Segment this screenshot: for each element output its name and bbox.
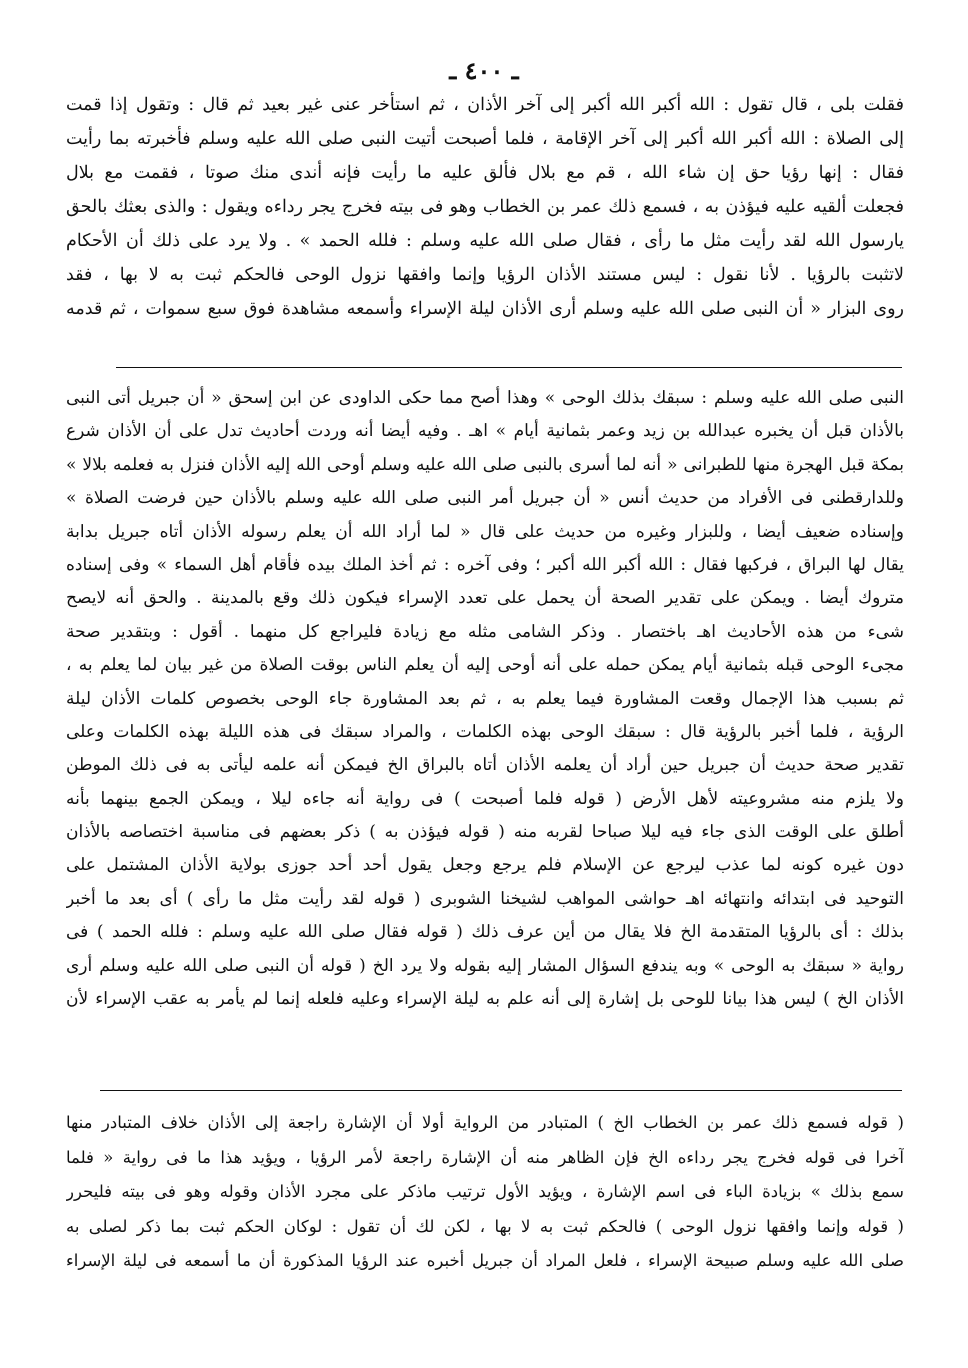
main-line: إلى الصلاة : الله أكبر الله أكبر إلى آخر الإقامة ، فلما أصبحت أتيت النبى صلى الله عليه وسلم فأخبرته بما رأيت (66, 129, 904, 149)
main-line: فقلت بلى ، قال تقول : الله أكبر الله أكبر إلى آخر الأذان ، ثم استأخر عنى غير بعيد ثم قال : وتقول إذا قمت (66, 95, 904, 115)
commentary-line: وإسناده ضعيف أيضا ، وللبزار وغيره من حديث على قال « لما أراد الله أن يعلم رسوله الأذان أتاه جبريل بدابة (66, 521, 904, 542)
main-line: فجعلت ألقيه عليه فيؤذن به ، فسمع ذلك عمر بن الخطاب وهو فى بيته فخرج يجر رداءه ويقول : والذى بعثك بالحق (66, 197, 904, 217)
footnote-line: ( قوله وإنما وافقها نزول الوحى ) فالحكم ثبت به لا بها ، لكن لك أن تقول : لوكان الحكم ثبت بما ذكر لصلى به (66, 1216, 904, 1236)
commentary-line: التوحيد فى ابتدائه وانتهائه اهـ حواشى المواهب لشيخنا الشوبرى ( قوله لقد رأيت مثل ما رأى ) أى بعد ما أخبر (66, 888, 904, 909)
main-line: يارسول الله لقد رأيت مثل ما رأى ، فقال صلى الله عليه وسلم : فلله الحمد » . ولا يرد على ذلك أن الأحكام (66, 231, 904, 251)
footnotes (66, 1106, 904, 1279)
main-line: لاتثبت بالرؤيا . لأنا نقول : ليس مستند الأذان الرؤيا وإنما وافقها نزول الوحى فالحكم ثبت به لا بها ، فقد (66, 265, 904, 285)
commentary-line: وللدارقطنى فى الأفراد من حديث أنس « أن جبريل أمر النبى صلى الله عليه وسلم بالأذان حين فرضت الصلاة » (66, 488, 904, 509)
commentary-line: يقال لها البراق ، فركبها فقال : الله أكبر الله أكبر ؛ وفى آخره : ثم أخذ الملك بيده فأقام أهل السماء » وفى إسناده (66, 554, 904, 575)
commentary-line: متروك أيضا . ويمكن على تقدير الصحة أن يحمل على تعدد الإسراء فيكون ذلك وقع بالمدينة . والحق أنه لايصح (66, 588, 904, 609)
section-divider (100, 1090, 902, 1091)
commentary-line: أطلق على الوقت الذى جاء فيه ليلا صباحا لقربه منه ( قوله فيؤذن به ) ذكر بعضهم فى مناسبة اختصاصه بالأذان (66, 822, 904, 843)
footnote-line: ( قوله فسمع ذلك عمر بن الخطاب الخ ) المتبادر من الرواية أولا أن الإشارة راجعة إلى الأذان خلاف المتبادر منها (66, 1113, 904, 1132)
main-text (66, 88, 904, 326)
commentary-line: الرؤية ، فلما أخبر بالرؤية قال : سبقك الوحى بهذه الكلمات ، والمراد سبقك فى هذه الليلة بهذه الكلمات وعلى (66, 721, 904, 742)
commentary-line: رواية « سبقك به الوحى » وبه يندفع السؤال المشار إليه بقوله ولا يرد الخ ( قوله أن النبى صلى الله عليه وسلم أرى (66, 955, 904, 976)
main-line: فقال : إنها رؤيا حق إن شاء الله ، قم مع بلال فألق عليه ما رأيت فإنه أندى منك صوتا ، فقمت مع بلال (66, 163, 904, 183)
commentary-line: ثم بسبب هذا الإجمال وقعت المشاورة فيما يعلم به ، ثم بعد المشاورة جاء الوحى بخصوص كلمات الأذان ليلة (66, 688, 904, 709)
commentary-line: بالأذان قبل أن يخبره عبدالله بن زيد وعمر بثمانية أيام » اهـ . وفيه أيضا أنه وردت أحاديث تدل على أن الأذان شرع (66, 421, 904, 442)
commentary-line: الأذان الخ ) ليس هذا بيانا للوحى بل إشارة إلى أنه علم به ليلة الإسراء وعليه فلعله إنما لم يأمر به عقب الإسراء لأن (66, 989, 904, 1010)
commentary-line: بمكة قبل الهجرة منها للطبرانى « أنه لما أسرى بالنبى صلى الله عليه وسلم أوحى الله إليه الأذان فنزل به فعلمه بلالا » (66, 454, 904, 475)
section-divider (116, 367, 902, 368)
page-number: ـ ٤٠٠ ـ (449, 56, 519, 85)
commentary-line: تقدير صحة حديث أن جبريل حين أراد أن يعلمه الأذان أتاه بالبراق الخ فيمكن أنه علمه ليأتى به فى ذلك الموطن (66, 755, 904, 776)
footnote-line: صلى الله عليه وسلم صبيحة الإسراء ، فلعل المراد أن جبريل أخبره عند الرؤيا المذكورة أن ما أسمعه فى ليلة الإسراء (66, 1251, 904, 1270)
commentary-text (66, 382, 904, 1016)
footnote-line: آخرا فى قوله فخرج يجر رداءه الخ فإن الظاهر منه أن الإشارة راجعة لأمر الرؤيا ، ويؤيد هذا ما فى رواية « فلما (66, 1147, 904, 1167)
commentary-line: بذلك : أى بالرؤيا المتقدمة الخ فلا يقال من أين عرف ذلك ( قوله فقال صلى الله عليه وسلم : فلله الحمد ) فى (66, 922, 904, 943)
main-line: روى البزار « أن النبى صلى الله عليه وسلم أرى الأذان ليلة الإسراء وأسمعه مشاهدة فوق سبع سموات ، ثم قدمه (66, 299, 904, 319)
commentary-line: شىء من هذه الأحاديث اهـ باختصار . وذكر الشامى مثله مع زيادة فليراجع كل منهما . أقول : وبتقدير صحة (66, 621, 904, 642)
commentary-line: النبى صلى الله عليه وسلم : سبقك بذلك الوحى » وهذا أصح مما حكى الداودى عن ابن إسحق « أن جبريل أتى النبى (66, 388, 904, 408)
commentary-line: مجىء الوحى قبله بثمانية أيام يمكن حمله على أنه أوحى إليه أن يعلم الناس بوقت الصلاة من غير بيان لما يعلم به ، (66, 655, 904, 676)
commentary-line: ولا يلزم منه مشروعيته لأهل الأرض ( قوله فلما أصبحت ) فى رواية أنه جاءه ليلا ، ويمكن الجمع بينهما بأنه (66, 788, 904, 809)
footnote-line: سمع بذلك » بزيادة الباء فى اسم الإشارة ، ويؤيد الأول ترتيب ماذكر على مجرد الأذان وقوله وهو فى بيته فليحرر (66, 1182, 904, 1201)
commentary-line: دون غيره كونه لما عذب ليرجع عن الإسلام فلم يرجع وجعل يقول أحد أحد جوزى بولاية الأذان المشتمل على (66, 855, 904, 876)
